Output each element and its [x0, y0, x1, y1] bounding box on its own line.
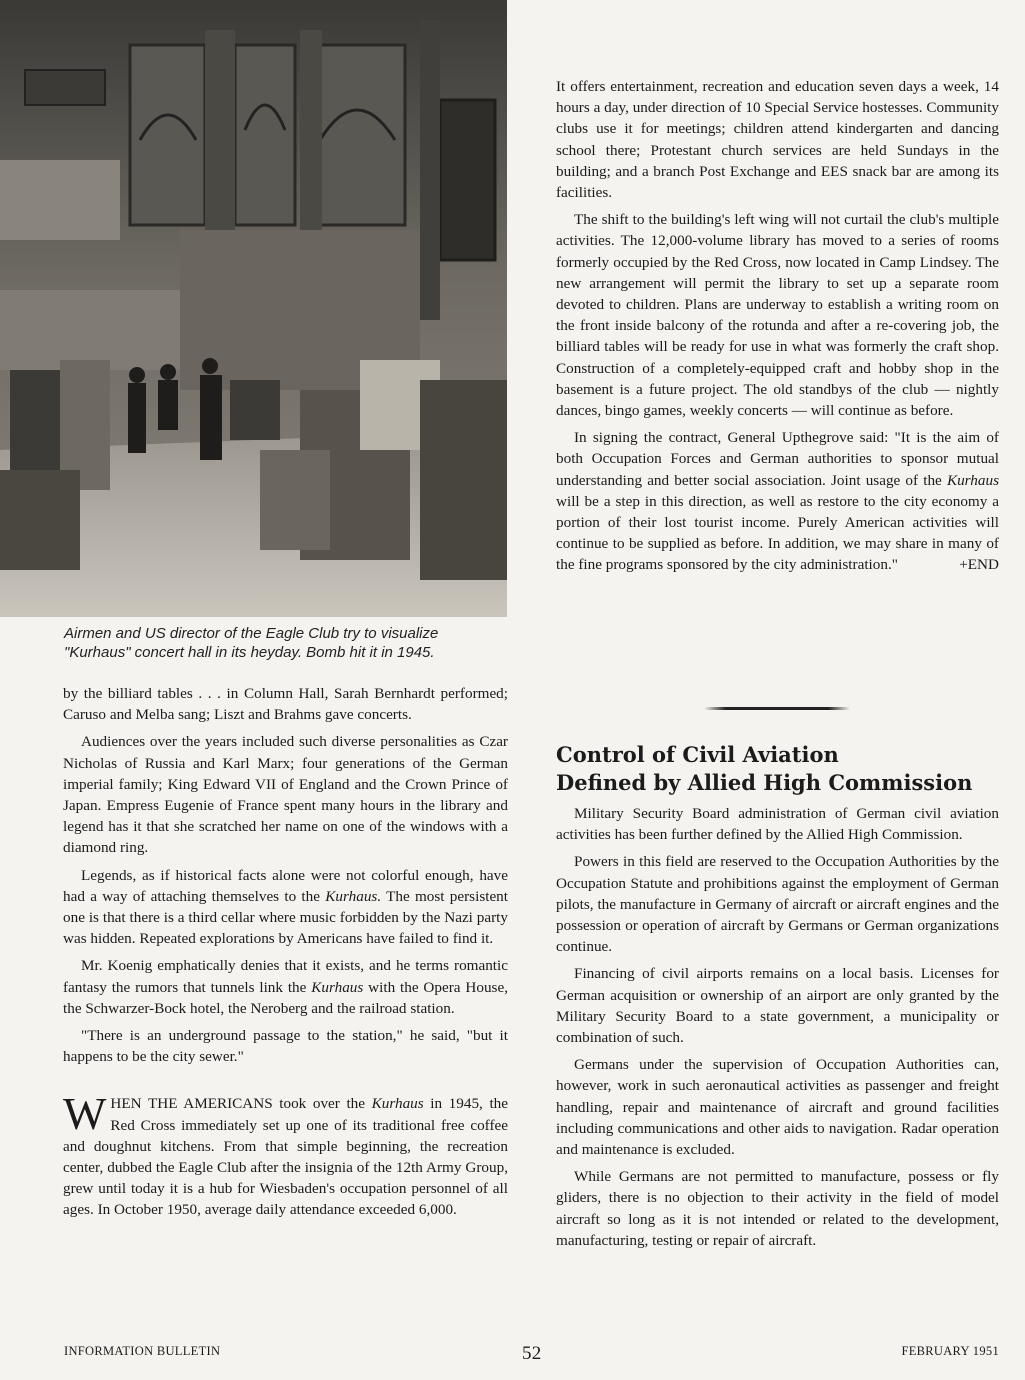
text-run: in 1945, the Red Cross immediately set up one of its traditional free coffee and doughnut kitchens. From that simple beginning, the recreation center, dubbed the Eagle Club after the insignia of the 12th Army Group, grew until today it is a hub for Wiesbaden's occupation personnel of all ages. In October 1950, average daily attendance exceeded 6,000. — [63, 1095, 508, 1219]
right-column-top — [556, 76, 999, 582]
photo-ruined-hall-icon — [0, 0, 507, 617]
paragraph — [63, 865, 508, 950]
headline-line-1: Control of Civil Aviation — [556, 742, 839, 767]
paragraph: Powers in this field are reserved to the Occupation Authorities by the Occupation Statute and prohibitions against the employment of German pilots, the manufacture in Germany of aircraft or aircraft engines and the possession or operation of aircraft by Germans or German organizations continue. — [556, 853, 999, 956]
footer-date: FEBRUARY 1951 — [901, 1344, 999, 1358]
paragraph — [63, 955, 508, 1019]
caption-line-2: "Kurhaus" concert hall in its heyday. Bomb hit it in 1945. — [64, 644, 435, 661]
paragraph: While Germans are not permitted to manufacture, possess or fly gliders, there is no objection to their activity in the field of model aircraft so long as it is not intended or related to the development, manufacturing, testing or repair of aircraft. — [556, 1168, 999, 1249]
text-run: Mr. Koenig emphatically denies that it exists, and he terms romantic fantasy the rumors that tunnels link the — [63, 957, 508, 996]
paragraph: Germans under the supervision of Occupation Authorities can, however, work in such aeronautical activities as passenger and freight handling, repair and maintenance of aircraft and ground facilities including communications and other aids to navigation. Radar operation and maintenance is excluded. — [556, 1056, 999, 1159]
paragraph: Military Security Board administration of German civil aviation activities has been further defined by the Allied High Commission. — [556, 805, 999, 844]
left-column — [63, 683, 508, 1227]
photo-concert-hall — [0, 0, 507, 617]
page-number: 52 — [522, 1343, 542, 1364]
text-run: will be a step in this direction, as well as restore to the city economy a portion of their lost tourist income. Purely American activities will continue to be supplied as before. In addition, we may share in many of the fine programs sponsored by the city administration." — [556, 492, 999, 574]
paragraph: Audiences over the years included such diverse personalities as Czar Nicholas of Russia and Karl Marx; four generations of the German imperial family; King Edward VII of England and the Crown Prince of Japan. Empress Eugenie of France spent many hours in the library and legend has it that she scratched her name on one of the windows with a diamond ring. — [63, 733, 508, 857]
italic-text: Kurhaus. — [325, 887, 382, 905]
italic-text: Kurhaus — [311, 978, 364, 996]
caption-line-1: Airmen and US director of the Eagle Club try to visualize — [64, 625, 439, 642]
italic-text: Kurhaus — [371, 1095, 424, 1113]
italic-text: Kurhaus — [946, 471, 999, 489]
paragraph — [556, 427, 999, 575]
text-run: The most persistent one is that there is a third cellar where music forbidden by the Nazi party was hidden. Repeated explorations by Americans have failed to find it. — [63, 887, 508, 948]
paragraph-dropcap — [63, 1088, 508, 1220]
paragraph: It offers entertainment, recreation and education seven days a week, 14 hours a day, under direction of 10 Special Service hostesses. Community clubs use it for meetings; children attend kindergarten and dancing school there; Protestant church services are held Sundays in the building; and a branch Post Exchange and EES snack bar are among its facilities. — [556, 78, 999, 202]
text-run: In signing the contract, General Upthegrove said: "It is the aim of both Occupation Forces and German authorities to sponsor mutual understanding and better social association. Joint usage of the — [556, 429, 999, 489]
section-divider — [704, 707, 850, 710]
paragraph: Financing of civil airports remains on a local basis. Licenses for German acquisition or ownership of an airport are only granted by the Military Security Board to a state government, a municipality or combination of such. — [556, 965, 999, 1047]
text-run: HEN THE AMERICANS took over the — [110, 1095, 372, 1113]
end-mark: +END — [959, 556, 999, 574]
text-run: Legends, as if historical facts alone were not colorful enough, have had a way of attaching themselves to the — [63, 866, 508, 905]
footer-publication: INFORMATION BULLETIN — [64, 1344, 221, 1358]
drop-cap: W — [63, 1088, 107, 1140]
paragraph: The shift to the building's left wing will not curtail the club's multiple activities. The 12,000-volume library has moved to a series of rooms formerly occupied by the Red Cross, now located in Camp Lindsey. The new arrangement will permit the library to set up a separate room devoted to children. Plans are underway to establish a writing room on the front inside balcony of the rotunda and after a re-covering job, the billiard tables will be ready for use in what was formerly the craft shop. Construction of a completely-equipped craft and hobby shop in the basement is a future project. The old standbys of the club — nightly dances, bingo games, weekly concerts — will continue as before. — [556, 211, 999, 420]
article-headline — [556, 741, 1006, 797]
photo-caption — [64, 624, 509, 662]
text-run: with the Opera House, the Schwarzer-Bock hotel, the Neroberg and the railroad station. — [63, 978, 508, 1017]
paragraph: by the billiard tables . . . in Column Hall, Sarah Bernhardt performed; Caruso and Melba sang; Liszt and Brahms gave concerts. — [63, 685, 508, 724]
headline-line-2: Defined by Allied High Commission — [556, 770, 973, 795]
article-body — [556, 803, 999, 1257]
paragraph: "There is an underground passage to the station," he said, "but it happens to be the city sewer." — [63, 1027, 508, 1066]
